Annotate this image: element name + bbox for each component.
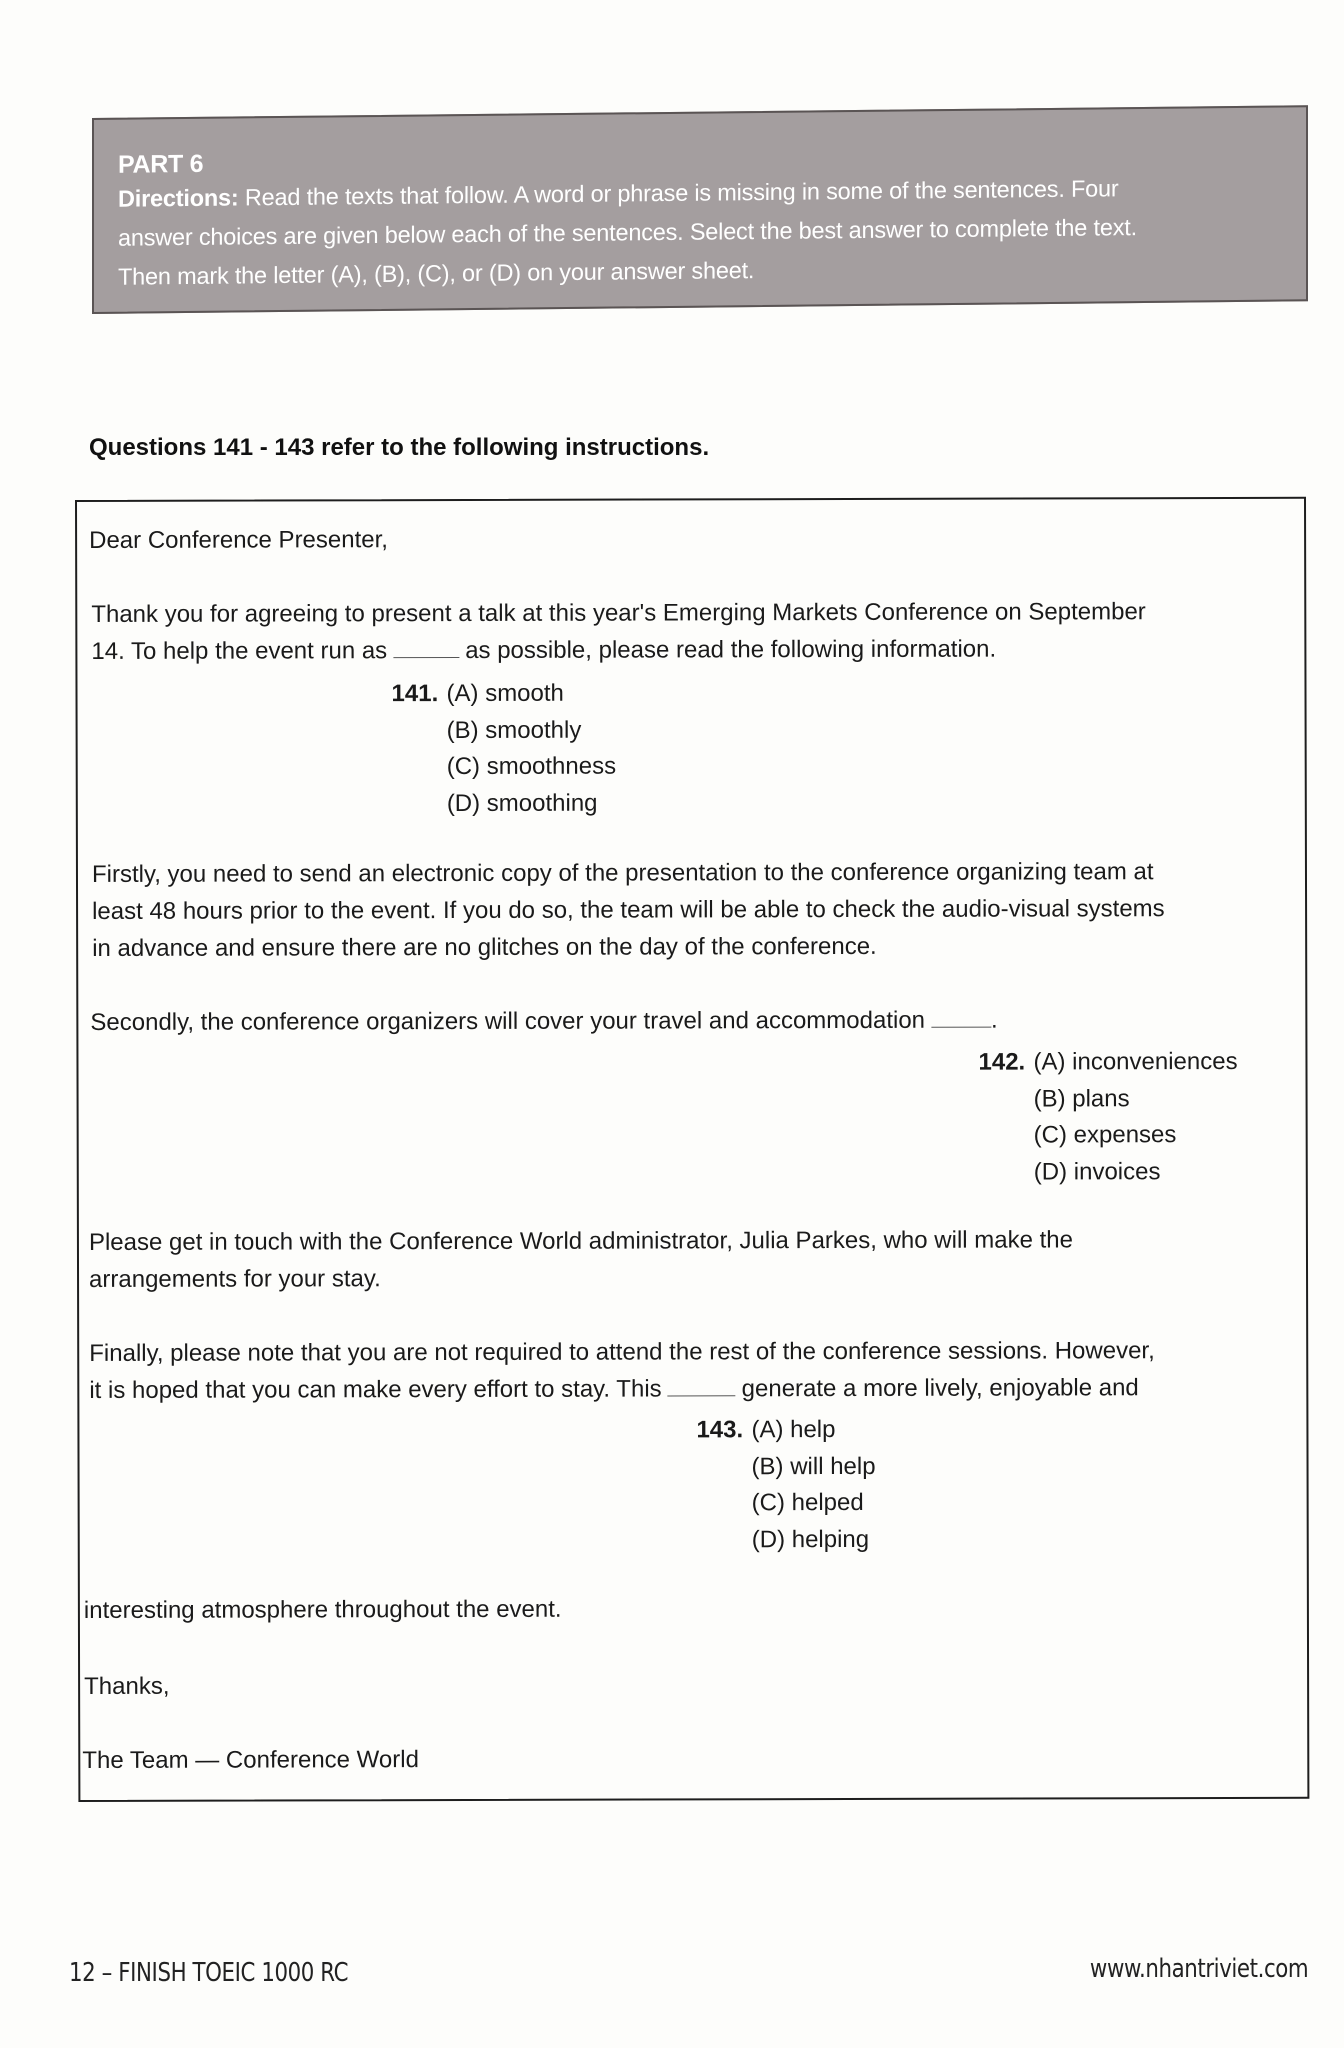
signature: The Team — Conference World <box>82 1746 419 1774</box>
publisher-website: www.nhantriviet.com <box>1089 1954 1308 1984</box>
blank-142 <box>931 1007 991 1028</box>
paragraph-1-line-2-start: 14. To help the event run as <box>91 637 388 665</box>
question-141-option-b: (B) smoothly <box>446 716 582 744</box>
option-a-text: (A) help <box>751 1416 836 1444</box>
page-footer-title: 12 – FINISH TOEIC 1000 RC <box>69 1958 349 1988</box>
blank-141 <box>393 637 459 658</box>
question-142-choices <box>978 1044 1237 1191</box>
option-a-text: (A) inconveniences <box>1033 1047 1238 1076</box>
paragraph-4-line-1: Please get in touch with the Conference World administrator, Julia Parkes, who will make the <box>88 1226 1074 1256</box>
passage-box <box>75 497 1309 1802</box>
directions-banner <box>92 105 1308 314</box>
question-142-option-c: (C) expenses <box>1033 1121 1177 1149</box>
option-a-text: (A) smooth <box>446 679 564 708</box>
question-143-option-c: (C) helped <box>751 1488 864 1517</box>
question-143-option-d: (D) helping <box>751 1525 870 1553</box>
directions-text <box>118 168 1284 297</box>
paragraph-4-line-2: arrangements for your stay. <box>89 1265 381 1293</box>
paragraph-3-text: Secondly, the conference organizers will cover your travel and accommodation <box>90 1006 926 1036</box>
question-142-option-b: (B) plans <box>1033 1084 1130 1112</box>
paragraph-2-line-1: Firstly, you need to send an electronic copy of the presentation to the conference organizing team at <box>91 858 1154 888</box>
paragraph-1-line-2 <box>91 631 996 670</box>
paragraph-5-line-1: Finally, please note that you are not required to attend the rest of the conference sessions. However, <box>89 1337 1155 1367</box>
closing: Thanks, <box>84 1672 170 1700</box>
question-number-142: 142. <box>978 1048 1026 1076</box>
question-142-option-a <box>978 1044 1237 1081</box>
directions-line-3: Then mark the letter (A), (B), (C), or (D) on your answer sheet. <box>118 257 755 290</box>
paragraph-2-line-3: in advance and ensure there are no glitches on the day of the conference. <box>92 932 877 962</box>
paragraph-5-line-2-end: generate a more lively, enjoyable and <box>741 1374 1139 1403</box>
paragraph-5-line-2-start: it is hoped that you can make every effort to stay. This <box>89 1375 662 1404</box>
question-number-141: 141. <box>391 680 439 708</box>
salutation: Dear Conference Presenter, <box>89 526 388 554</box>
blank-143 <box>668 1375 736 1396</box>
question-141-choices <box>391 676 616 823</box>
directions-line-1-text: Read the texts that follow. A word or phrase is missing in some of the sentences. Four <box>238 175 1119 211</box>
paragraph-2-line-2: least 48 hours prior to the event. If you do so, the team will be able to check the audio-visual systems <box>92 895 1165 925</box>
question-number-143: 143. <box>696 1416 744 1444</box>
question-143-option-b: (B) will help <box>751 1452 876 1480</box>
question-141-option-c: (C) smoothness <box>446 752 617 781</box>
question-143-choices <box>696 1412 875 1558</box>
paragraph-3 <box>90 1002 997 1041</box>
paragraph-3-end: . <box>990 1006 998 1034</box>
question-143-option-a <box>696 1412 875 1449</box>
paragraph-5-line-3: interesting atmosphere throughout the event. <box>83 1595 562 1624</box>
paragraph-1-line-1: Thank you for agreeing to present a talk at this year's Emerging Markets Conference on September <box>91 598 1146 628</box>
paragraph-1-line-2-end: as possible, please read the following information. <box>465 635 997 664</box>
question-141-option-a <box>391 676 615 713</box>
questions-heading: Questions 141 - 143 refer to the following instructions. <box>89 434 710 461</box>
paragraph-5-line-2 <box>89 1369 1139 1409</box>
question-142-option-d: (D) invoices <box>1033 1157 1161 1185</box>
directions-line-2: answer choices are given below each of the sentences. Select the best answer to complete the text. <box>118 214 1137 251</box>
directions-label: Directions: <box>118 184 239 212</box>
part-title: PART 6 <box>118 149 204 179</box>
question-141-option-d: (D) smoothing <box>446 789 598 817</box>
